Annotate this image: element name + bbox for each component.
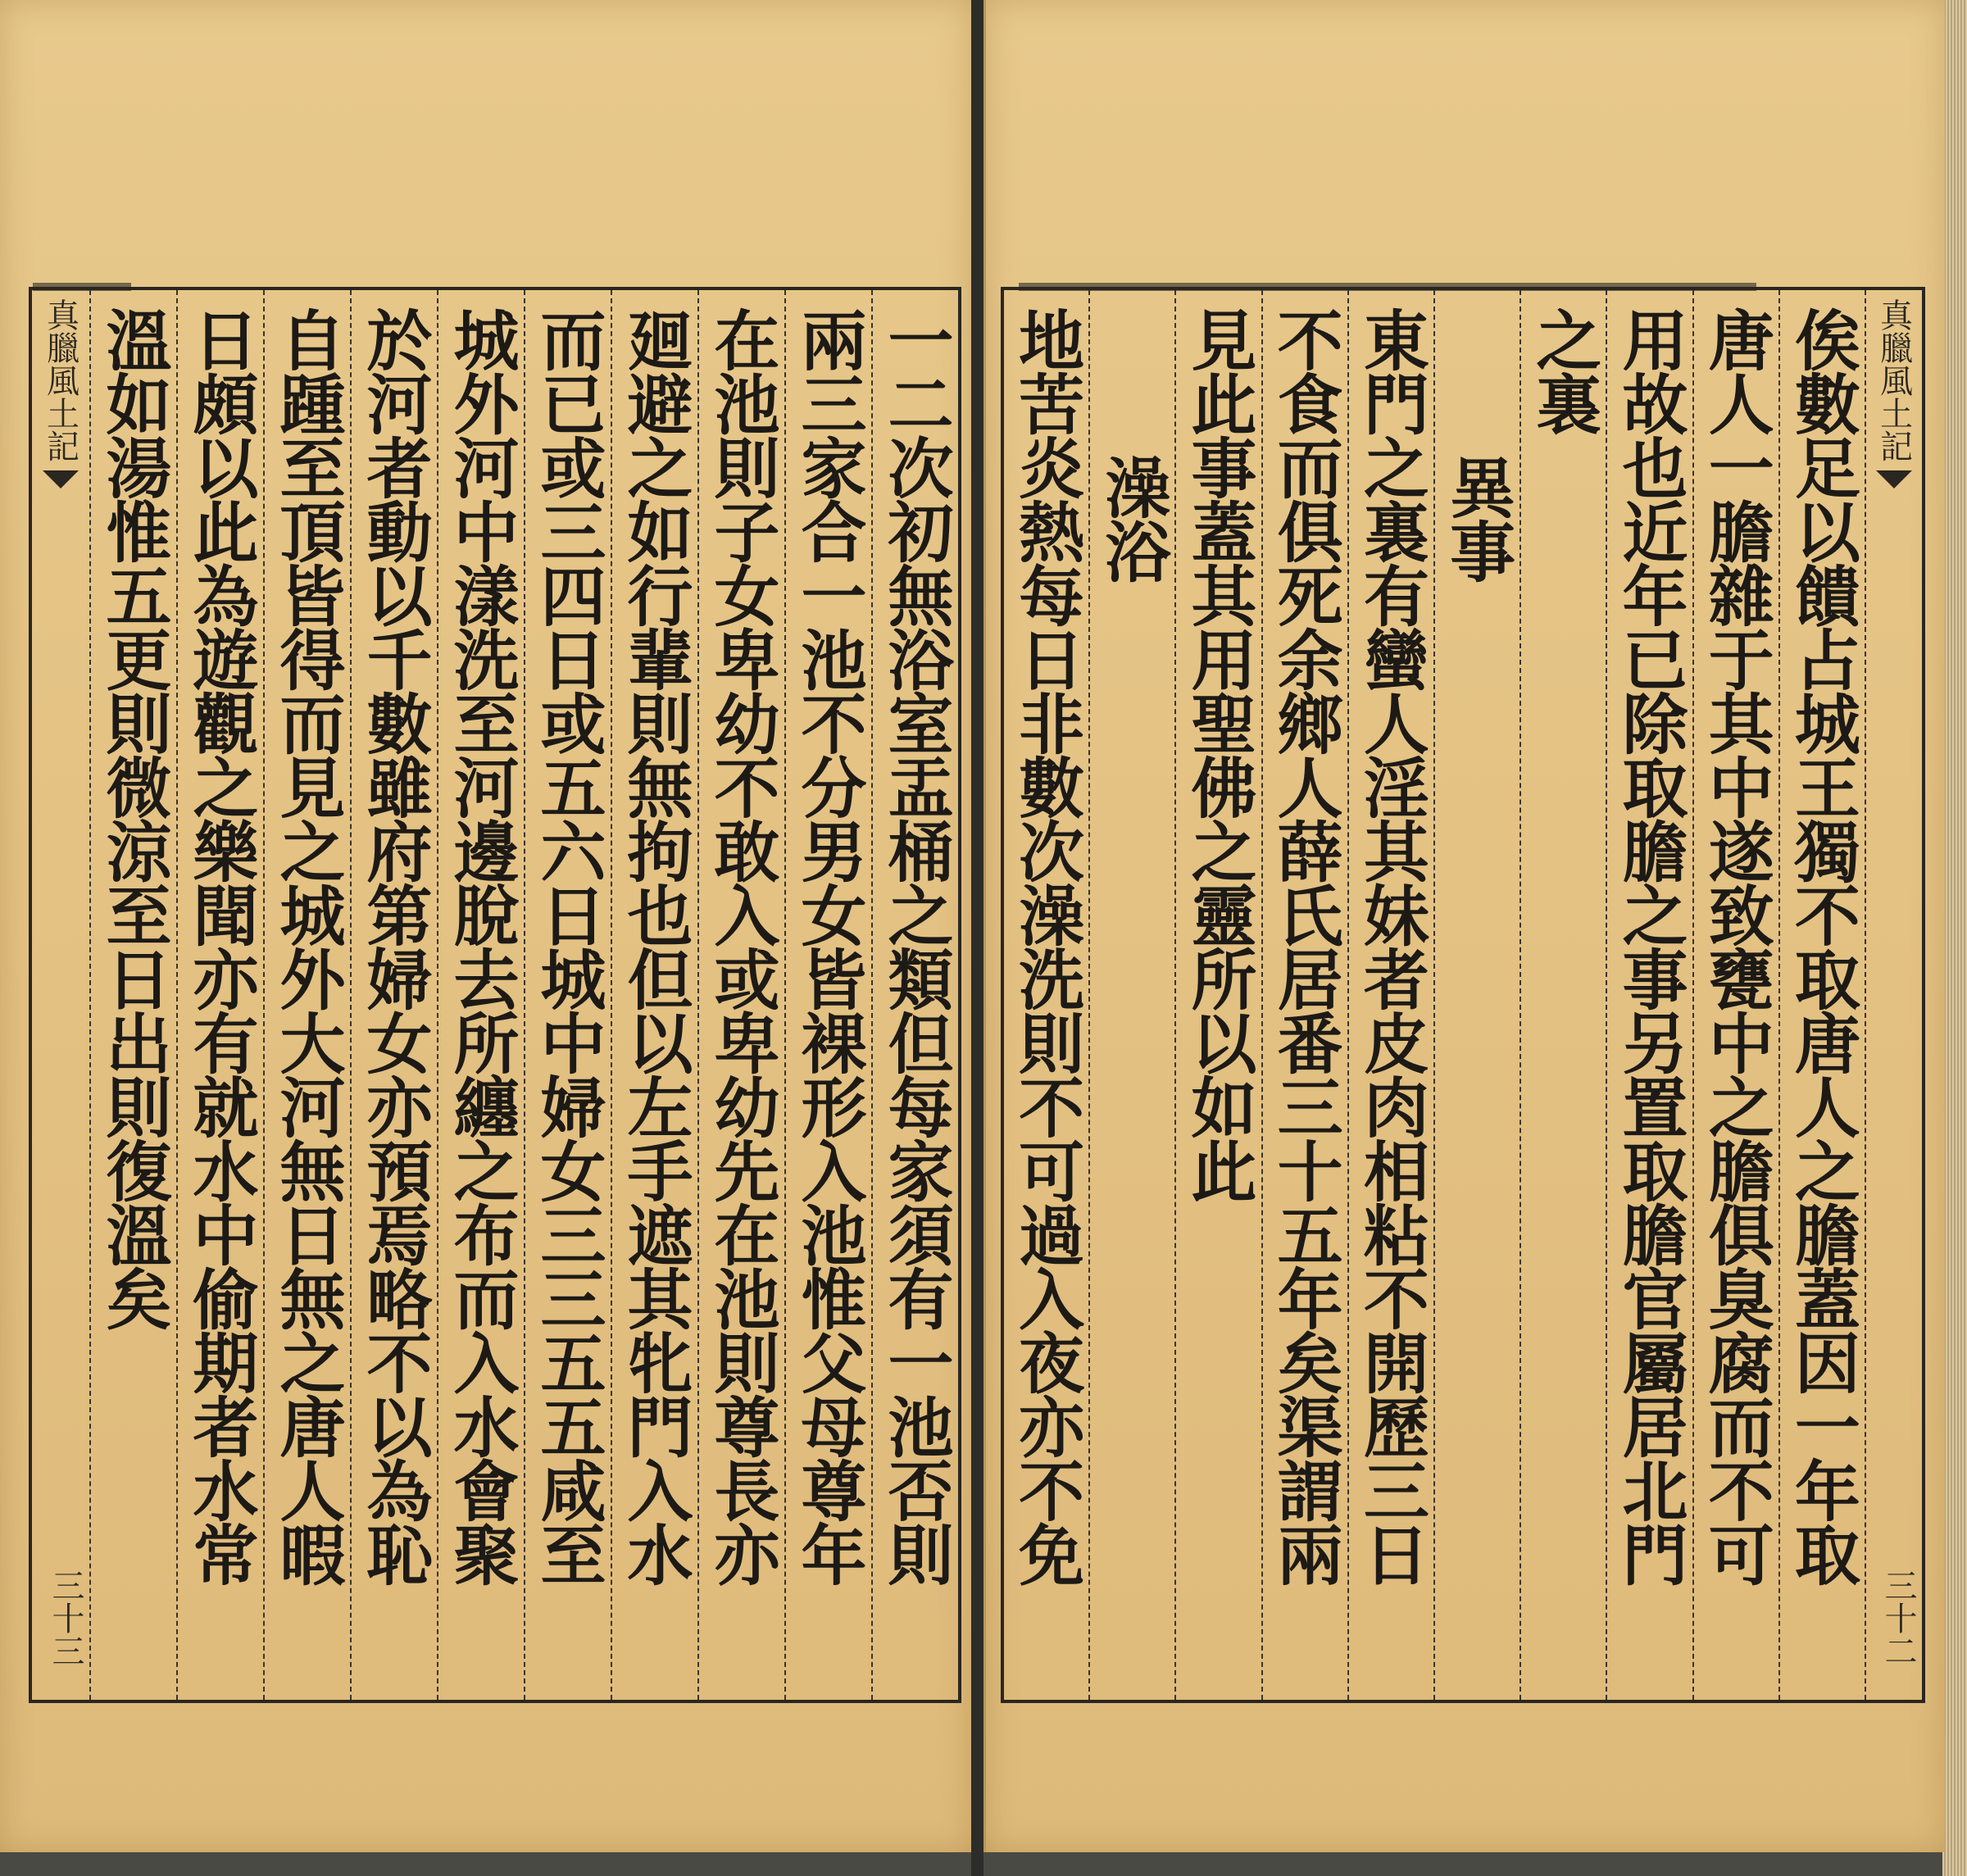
section-heading: 澡浴 [1093, 454, 1171, 582]
column-text: 日頗以此為遊觀之樂聞亦有就水中偷期者水常 [182, 307, 259, 1585]
text-column [1606, 290, 1692, 1700]
block-heart [1865, 290, 1922, 1700]
book-gutter [971, 0, 984, 1876]
column-text: 溫如湯惟五更則微涼至日出則復溫矣 [95, 307, 172, 1329]
column-text: 不食而俱死余鄉人薛氏居番三十五年矣渠謂兩 [1266, 307, 1344, 1585]
text-column [350, 290, 437, 1700]
fish-tail-mark [1876, 470, 1912, 488]
text-column [437, 290, 524, 1700]
text-column [697, 290, 784, 1700]
column-text: 自踵至頂皆得而見之城外大河無日無之唐人暇 [269, 307, 346, 1585]
text-column [784, 290, 871, 1700]
column-text: 見此事蓋其用聖佛之靈所以如此 [1179, 307, 1257, 1201]
column-text: 俟數足以饋占城王獨不取唐人之膽蓋因一年取 [1783, 307, 1861, 1585]
column-text: 一二次初無浴室盂桶之類但每家須有一池否則 [877, 307, 954, 1585]
page-number: 三十三 [47, 1569, 84, 1667]
text-column [1174, 290, 1261, 1700]
fish-tail-mark [43, 470, 79, 488]
page-number: 三十二 [1879, 1569, 1917, 1667]
column-text: 之裏 [1524, 307, 1602, 434]
margin-title: 真臘風土記 [1874, 298, 1913, 462]
text-column [611, 290, 697, 1700]
text-column [524, 290, 611, 1700]
right-text-frame [1001, 287, 1925, 1703]
text-column [1778, 290, 1865, 1700]
margin-title: 真臘風土記 [41, 298, 79, 462]
section-heading-column [1088, 290, 1174, 1700]
text-column [1520, 290, 1606, 1700]
text-column [263, 290, 350, 1700]
column-text: 在池則子女卑幼不敢入或卑幼先在池則尊長亦 [703, 307, 780, 1585]
column-text: 兩三家合一池不分男女皆裸形入池惟父母尊年 [790, 307, 867, 1585]
text-column [871, 290, 958, 1700]
text-column [1261, 290, 1347, 1700]
column-text: 地苦炎熱每日非數次澡洗則不可過入夜亦不免 [1007, 307, 1085, 1585]
text-column [1004, 290, 1088, 1700]
right-page [984, 0, 1945, 1852]
section-heading: 異事 [1438, 454, 1516, 582]
column-text: 城外河中漾洗至河邊脫去所纏之布而入水會聚 [443, 307, 520, 1585]
block-heart [32, 290, 89, 1700]
section-heading-column [1433, 290, 1520, 1700]
column-text: 廻避之如行輩則無拘也但以左手遮其牝門入水 [616, 307, 693, 1585]
text-column [89, 290, 176, 1700]
column-text: 東門之裏有蠻人淫其妹者皮肉相粘不開歷三日 [1352, 307, 1430, 1585]
column-text: 而已或三四日或五六日城中婦女三三五五咸至 [529, 307, 606, 1585]
column-text: 唐人一膽雜于其中遂致甕中之膽俱臭腐而不可 [1697, 307, 1775, 1585]
left-text-frame [29, 287, 961, 1703]
column-text: 於河者動以千數雖府第婦女亦預焉略不以為恥 [356, 307, 433, 1585]
text-column [176, 290, 263, 1700]
column-text: 用故也近年已除取膽之事另置取膽官屬居北門 [1610, 307, 1688, 1585]
text-column [1347, 290, 1433, 1700]
book-edge [1942, 0, 1967, 1876]
text-column [1692, 290, 1778, 1700]
left-page [0, 0, 974, 1852]
